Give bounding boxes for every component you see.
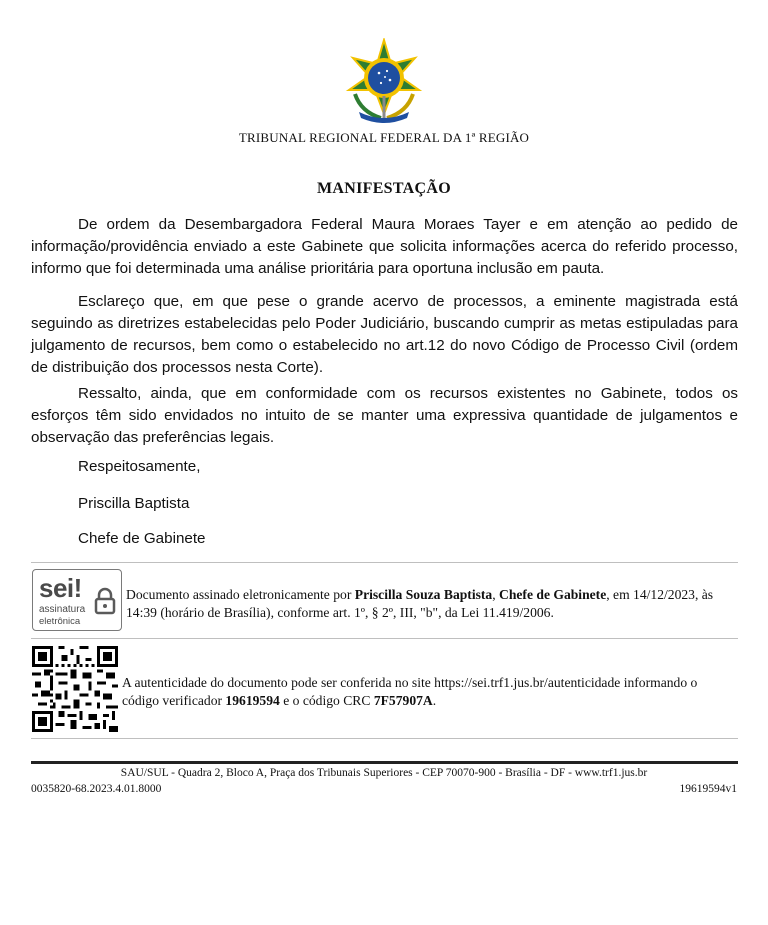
process-number: 0035820-68.2023.4.01.8000 (31, 783, 162, 795)
body-paragraph: Esclareço que, em que pese o grande acervo de processos, a eminente magistrada está seguindo as diretrizes estabelecidas pelo Poder Judiciário, buscando cumprir as metas estipuladas para julgamento de recursos, bem como o estabelecido no art.12 do novo Código de Processo Civil (ordem de distribuição dos processos nesta Corte). (31, 293, 738, 376)
signature-signer-role: Chefe de Gabinete (499, 587, 607, 602)
signature-signer-name: Priscilla Souza Baptista (354, 587, 493, 602)
document-id: 19619594v1 (679, 783, 737, 795)
closing-salutation: Respeitosamente, (78, 458, 201, 475)
footer-divider (31, 761, 738, 764)
sei-badge-line1: assinatura (39, 604, 86, 615)
verifier-code: 19619594 (225, 693, 280, 708)
crc-code: 7F57907A (373, 693, 433, 708)
electronic-signature-statement: Documento assinado eletronicamente por Priscilla Souza Baptista, Chefe de Gabinete, em 14/12/2023, às 14:39 (horário de Brasília), conforme art. 1º, § 2º, III, "b", da Lei 11.419/2006. (126, 587, 714, 620)
document-title: MANIFESTAÇÃO (317, 180, 451, 197)
divider (31, 738, 738, 739)
sei-signature-badge (32, 569, 122, 631)
authenticity-statement: A autenticidade do documento pode ser conferida no site https://sei.trf1.jus.br/autenticidade informando o código verificador 19619594 e o código CRC 7F57907A. (122, 675, 698, 708)
qr-code-icon (32, 646, 118, 732)
court-name: TRIBUNAL REGIONAL FEDERAL DA 1ª REGIÃO (238, 130, 530, 145)
footer-address: SAU/SUL - Quadra 2, Bloco A, Praça dos Tribunais Superiores - CEP 70070-900 - Brasília - DF - www.trf1.jus.br (120, 767, 648, 779)
coat-of-arms-emblem (341, 38, 427, 124)
divider (31, 562, 738, 563)
divider (31, 638, 738, 639)
sei-badge-line2: eletrônica (39, 616, 81, 627)
lock-icon (93, 587, 117, 615)
body-paragraph: Ressalto, ainda, que em conformidade com os recursos existentes no Gabinete, todos os esforços têm sido envidados no intuito de se manter uma expressiva quantidade de julgamentos e observação das preferências legais. (31, 385, 738, 446)
sei-logo: sei! (39, 573, 82, 603)
signer-role: Chefe de Gabinete (78, 530, 206, 547)
body-paragraph: De ordem da Desembargadora Federal Maura Moraes Tayer e em atenção ao pedido de informação/providência enviado a este Gabinete que solicita informações acerca do referido processo, informo que foi determinada uma análise prioritária para oportuna inclusão em pauta. (31, 216, 738, 277)
signer-name: Priscilla Baptista (78, 495, 190, 512)
